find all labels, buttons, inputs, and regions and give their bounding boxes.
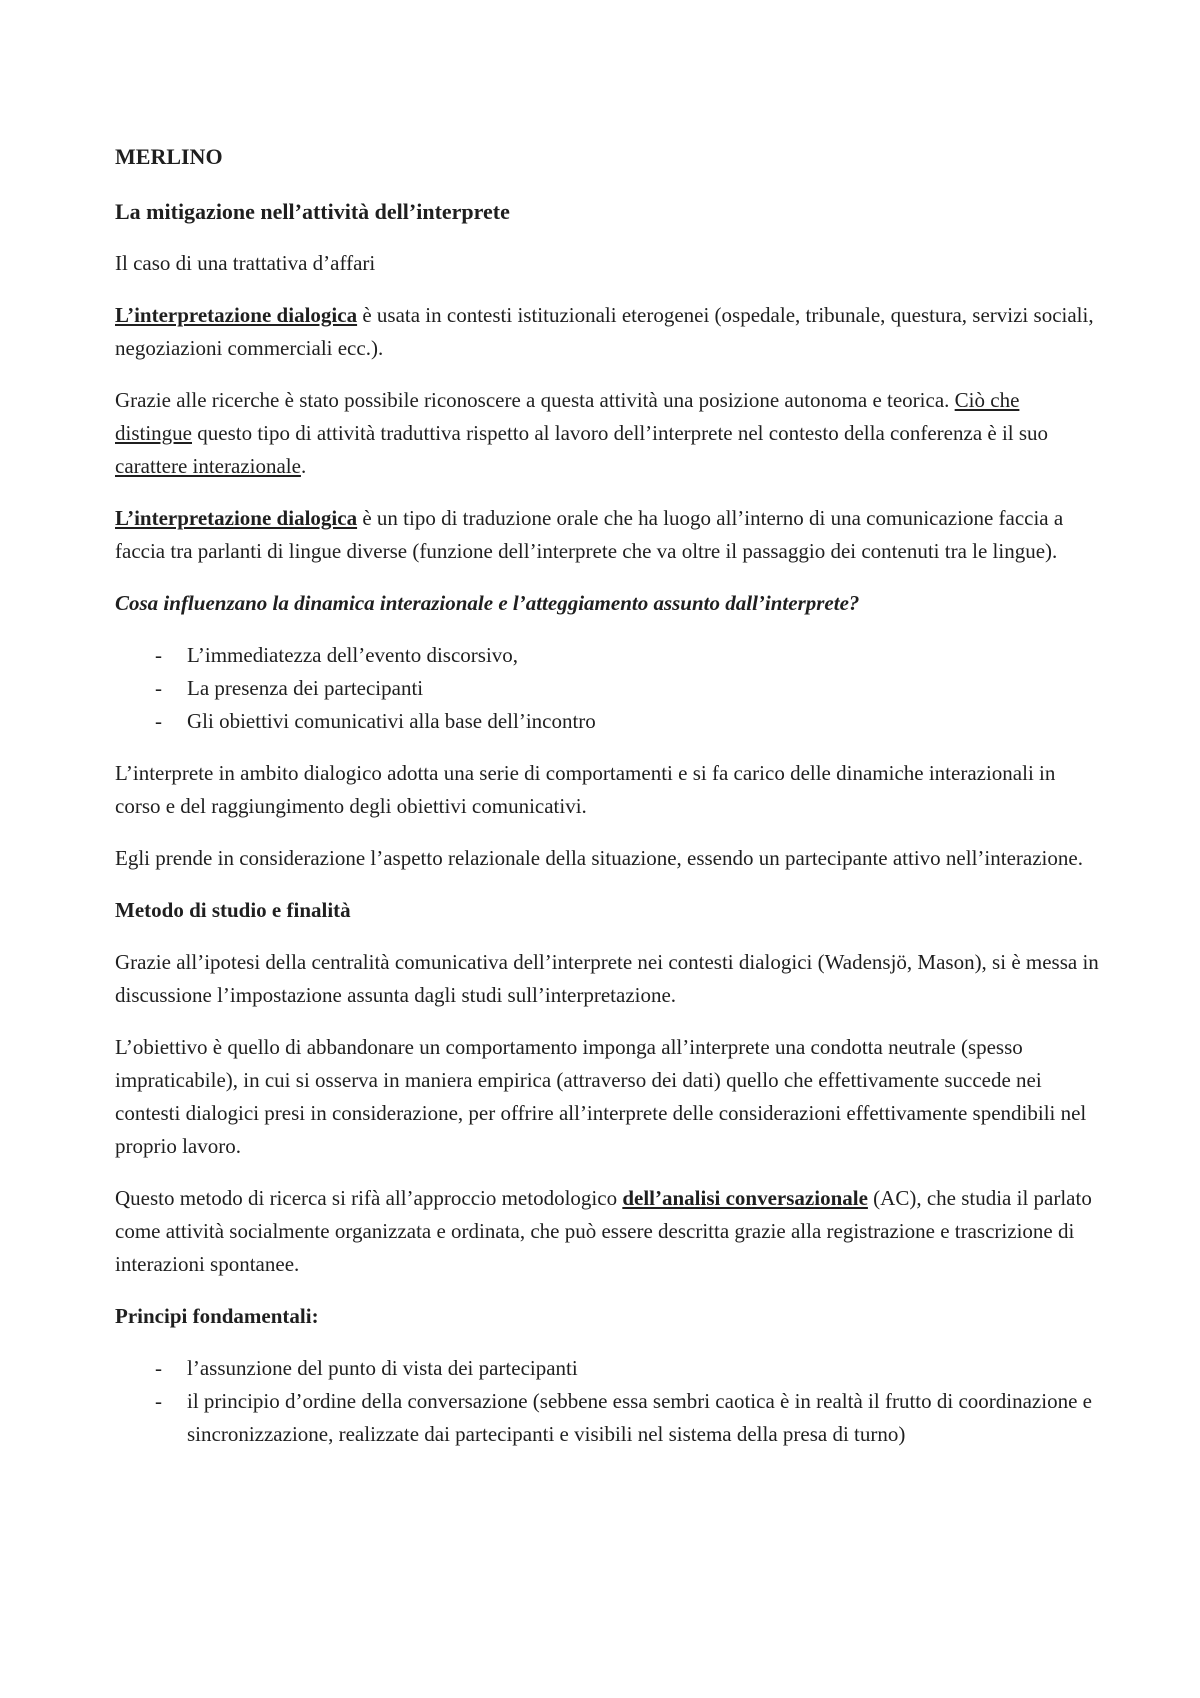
list-item	[115, 672, 1100, 705]
paragraph-text: Questo metodo di ricerca si rifà all’approccio metodologico	[115, 1186, 623, 1210]
list-item-text: Gli obiettivi comunicativi alla base dell’incontro	[187, 709, 596, 733]
paragraph-text: è usata in contesti istituzionali eterogenei (ospedale, tribunale, questura, servizi sociali, negoziazioni commerciali ecc.).	[115, 303, 1094, 360]
dash-bullet: -	[155, 643, 162, 667]
term-analisi-conversazionale: dell’analisi conversazionale	[622, 1186, 868, 1210]
list-item-text: La presenza dei partecipanti	[187, 676, 424, 700]
list-item	[115, 705, 1100, 738]
paragraph-definition-1	[115, 299, 1100, 365]
list-item-text: L’immediatezza dell’evento discorsivo,	[187, 643, 519, 667]
list-item	[115, 1352, 1100, 1385]
document-body	[115, 140, 1100, 1470]
paragraph-research	[115, 384, 1100, 483]
paragraph-objective: L’obiettivo è quello di abbandonare un comportamento imponga all’interprete una condotta neutrale (spesso impraticabile), in cui si osserva in maniera empirica (attraverso dei dati) quello che effettivamente succede nei contesti dialogici presi in considerazione, per offrire all’interprete delle considerazioni effettivamente spendibili nel proprio lavoro.	[115, 1035, 1087, 1158]
principles-list	[115, 1352, 1100, 1451]
dash-bullet: -	[155, 1356, 162, 1380]
paragraph-text: (AC), che studia il parlato come attività socialmente organizzata e ordinata, che può essere descritta grazie alla registrazione e trascrizione di interazioni spontanee.	[115, 1186, 1092, 1276]
paragraph-method	[115, 1182, 1100, 1281]
dash-bullet: -	[155, 676, 162, 700]
paragraph-text: è un tipo di traduzione orale che ha luogo all’interno di una comunicazione faccia a faccia tra parlanti di lingue diverse (funzione dell’interprete che va oltre il passaggio dei contenuti tra le lingue).	[115, 506, 1064, 563]
question-heading: Cosa influenzano la dinamica interazionale e l’atteggiamento assunto dall’interprete?	[115, 591, 860, 615]
list-item	[115, 1385, 1100, 1451]
paragraph-definition-2	[115, 502, 1100, 568]
document-subtitle: Il caso di una trattativa d’affari	[115, 251, 376, 275]
paragraph-text: questo tipo di attività traduttiva rispetto al lavoro dell’interprete nel contesto della conferenza è il suo	[192, 421, 1049, 445]
paragraph-hypothesis: Grazie all’ipotesi della centralità comunicativa dell’interprete nei contesti dialogici (Wadensjö, Mason), si è messa in discussione l’impostazione assunta dagli studi sull’interpretazione.	[115, 950, 1099, 1007]
underlined-phrase: carattere interazionale	[115, 454, 301, 478]
term-interpretazione-dialogica: L’interpretazione dialogica	[115, 303, 358, 327]
underlined-phrase: Ciò che distingue	[115, 388, 1020, 445]
dash-bullet: -	[155, 709, 162, 733]
dash-bullet: -	[155, 1389, 162, 1413]
paragraph-text: Grazie alle ricerche è stato possibile riconoscere a questa attività una posizione autonoma e teorica.	[115, 388, 955, 412]
paragraph-text: .	[300, 454, 307, 478]
paragraph-relational: Egli prende in considerazione l’aspetto relazionale della situazione, essendo un partecipante attivo nell’interazione.	[115, 846, 1083, 870]
section-heading-principi: Principi fondamentali:	[115, 1304, 319, 1328]
document-title: MERLINO	[115, 144, 223, 169]
document-heading: La mitigazione nell’attività dell’interprete	[115, 199, 510, 224]
term-interpretazione-dialogica: L’interpretazione dialogica	[115, 506, 358, 530]
list-item-text: l’assunzione del punto di vista dei partecipanti	[187, 1356, 578, 1380]
section-heading-metodo: Metodo di studio e finalità	[115, 898, 351, 922]
paragraph-behaviour: L’interprete in ambito dialogico adotta una serie di comportamenti e si fa carico delle dinamiche interazionali in corso e del raggiungimento degli obiettivi comunicativi.	[115, 761, 1056, 818]
list-item	[115, 639, 1100, 672]
list-item-text: il principio d’ordine della conversazione (sebbene essa sembri caotica è in realtà il frutto di coordinazione e sincronizzazione, realizzate dai partecipanti e visibili nel sistema della presa di turno)	[187, 1389, 1092, 1446]
influence-list	[115, 639, 1100, 738]
